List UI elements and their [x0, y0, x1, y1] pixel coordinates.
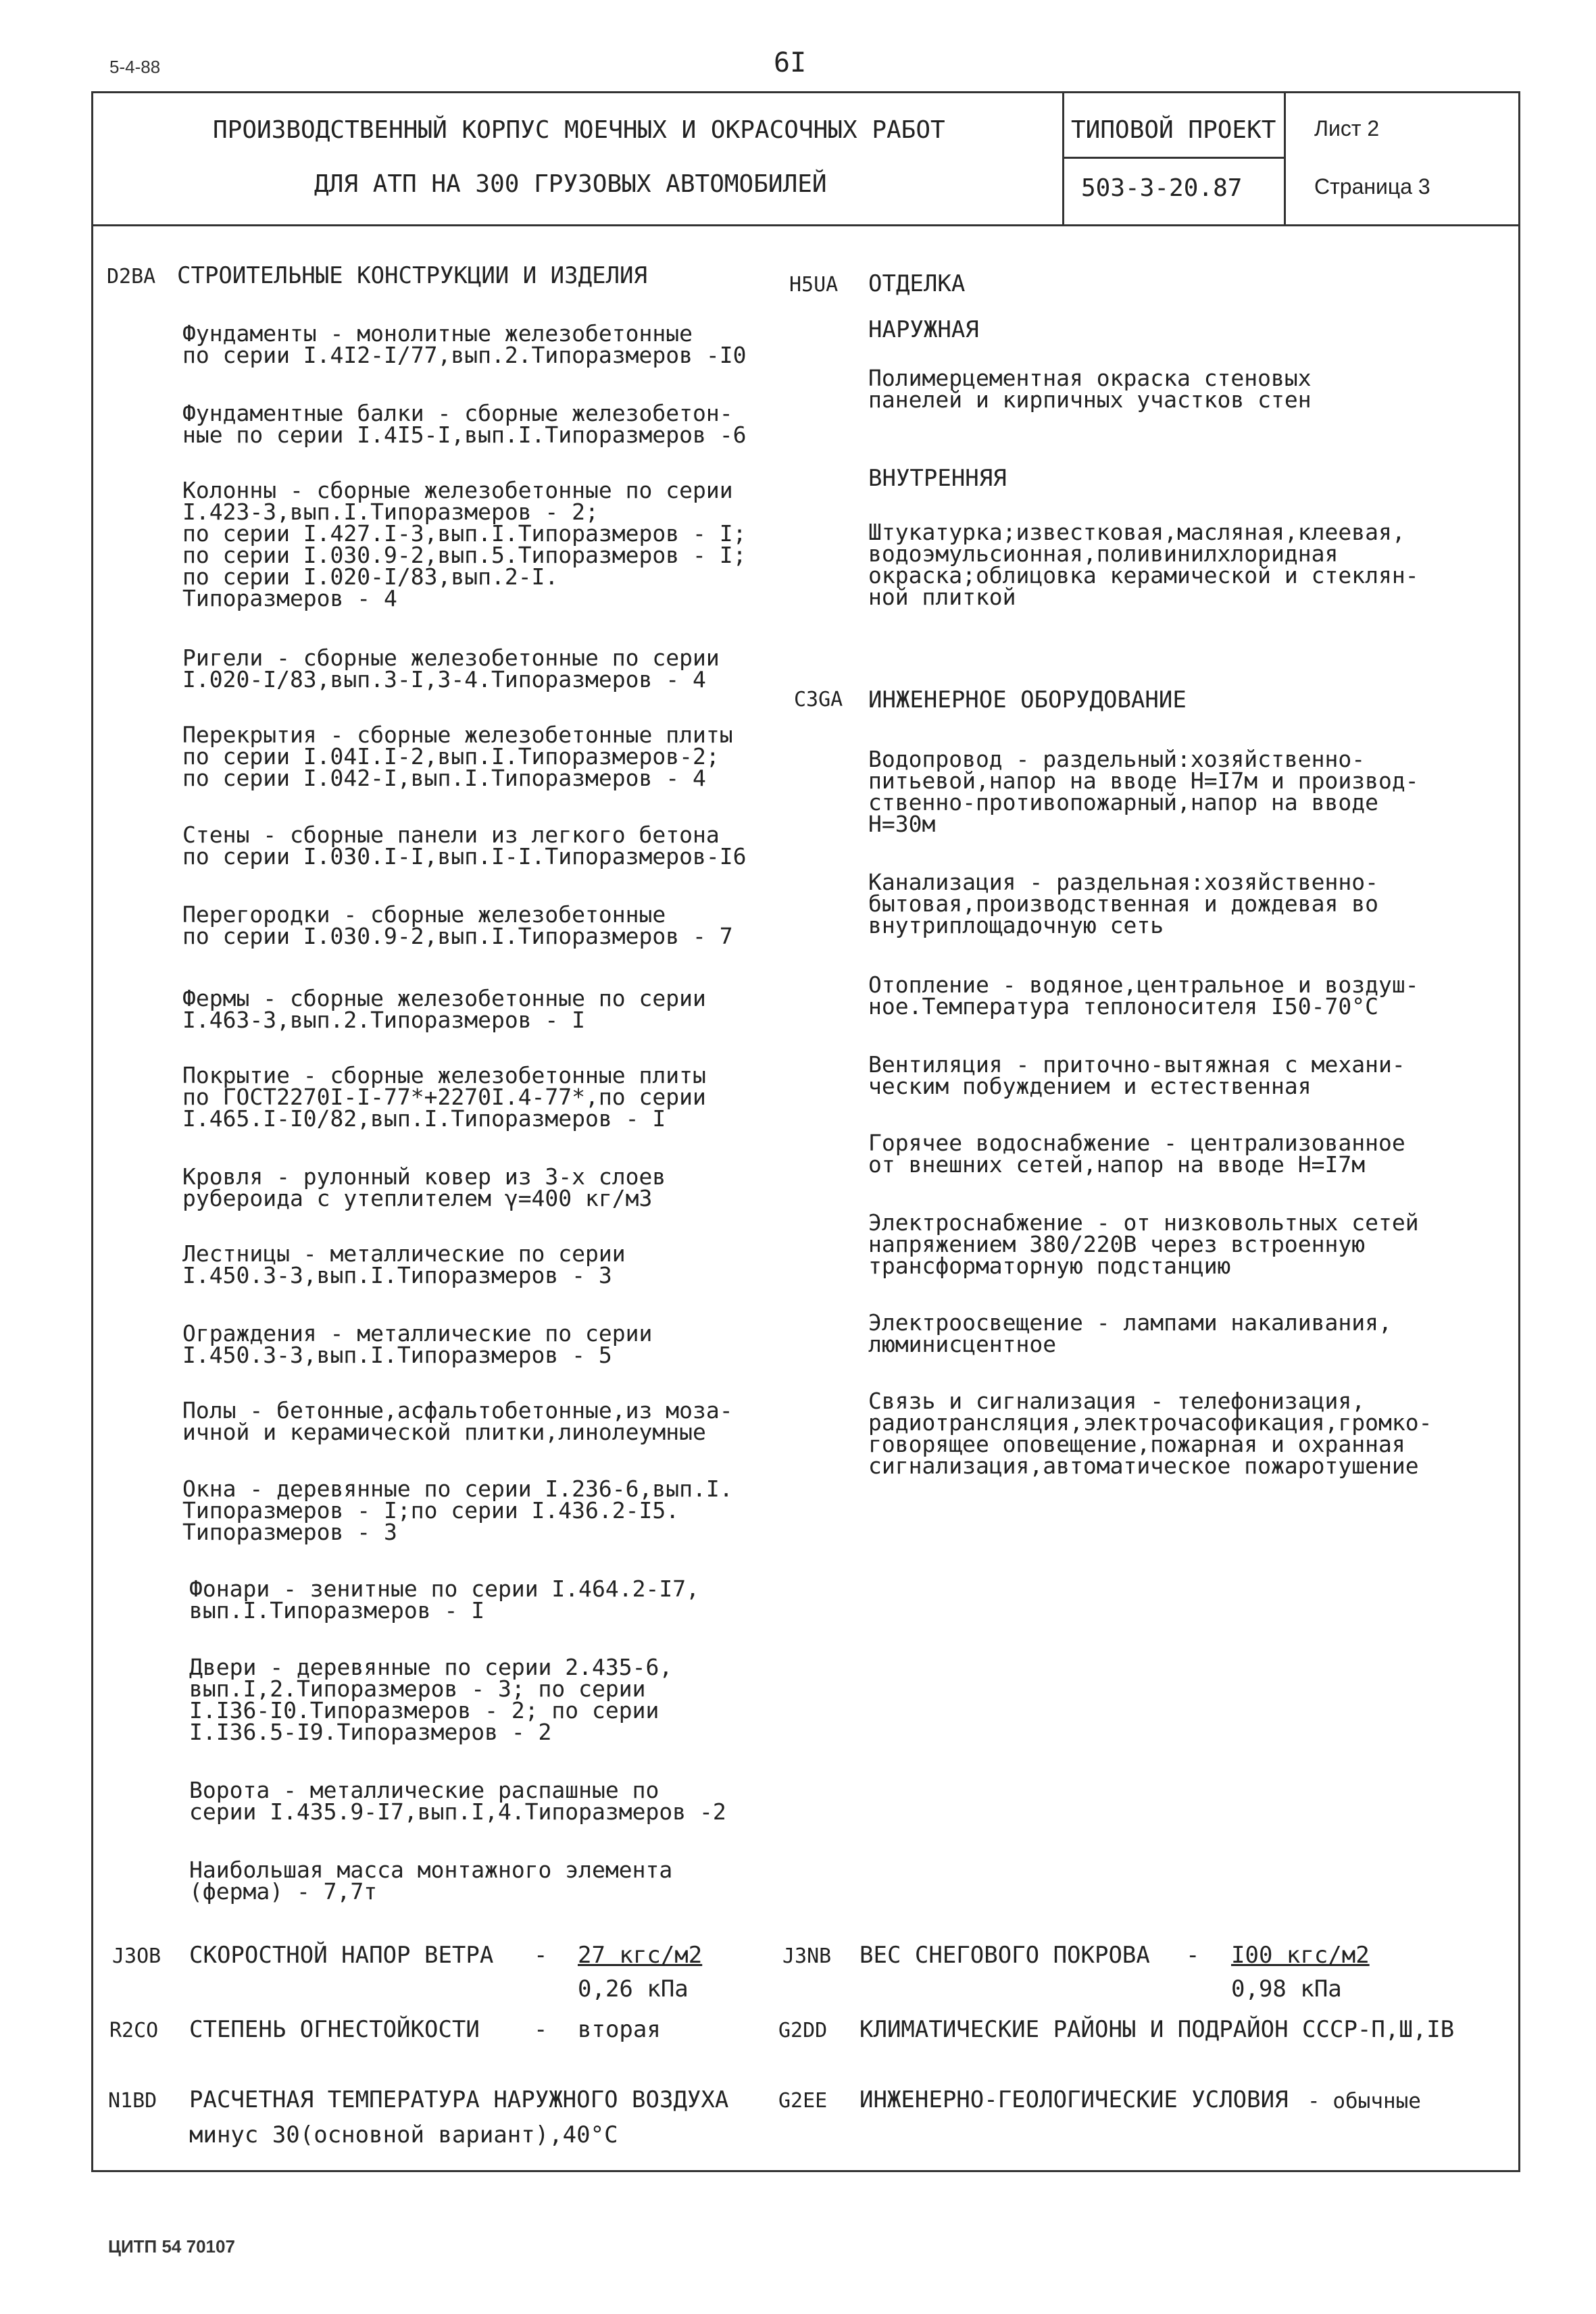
subsection-inner: ВНУТРЕННЯЯ [868, 465, 1007, 492]
section-title-finish: ОТДЕЛКА [868, 270, 966, 297]
inner-finish-text: Штукатурка;известковая,масляная,клеевая, водоэмульсионная,поливинилхлоридная окраска;облицовка керамической и стеклян- ной плиткой [868, 519, 1419, 610]
list-item: Колонны - сборные железобетонные по серии I.423-3,вып.I.Типоразмеров - 2; по серии I.427.I-3,вып.I.Типоразмеров - I; по серии I.030.9-2,вып.5.Типоразмеров - I; по серии I.020-I/83,вып.2-I. Типоразмеров - 4 [182, 477, 747, 611]
list-item: Вентиляция - приточно-вытяжная с механи- ческим побуждением и естественная [868, 1051, 1405, 1099]
title-line-1: ПРОИЗВОДСТВЕННЫЙ КОРПУС МОЕЧНЫХ И ОКРАСОЧНЫХ РАБОТ [213, 116, 945, 144]
header-hline [1062, 157, 1284, 159]
subsection-outer: НАРУЖНАЯ [868, 316, 979, 343]
footer-code: ЦИТП 54 70107 [108, 2236, 235, 2257]
list-item: Наибольшая масса монтажного элемента (ферма) - 7,7т [189, 1857, 673, 1905]
wind-label: СКОРОСТНОЙ НАПОР ВЕТРА [189, 1942, 494, 1969]
section-code-finish: H5UA [789, 273, 839, 297]
list-item: Отопление - водяное,центральное и воздуш- ное.Температура теплоносителя I50-70°С [868, 972, 1419, 1020]
title-line-2: ДЛЯ АТП НА 300 ГРУЗОВЫХ АВТОМОБИЛЕЙ [314, 170, 827, 198]
list-item: Канализация - раздельная:хозяйственно- бытовая,производственная и дождевая во внутриплощадочную сеть [868, 869, 1378, 938]
list-item: Фермы - сборные железобетонные по серии I.463-3,вып.2.Типоразмеров - I [182, 985, 706, 1033]
project-label: ТИПОВОЙ ПРОЕКТ [1071, 116, 1276, 144]
temp-code: N1BD [108, 2089, 157, 2113]
list-item: Перегородки - сборные железобетонные по серии I.030.9-2,вып.I.Типоразмеров - 7 [182, 901, 733, 949]
list-item: Двери - деревянные по серии 2.435-6, вып.I,2.Типоразмеров - 3; по серии I.I36-I0.Типоразмеров - 2; по серии I.I36.5-I9.Типоразмеров - 2 [189, 1654, 673, 1745]
list-item: Покрытие - сборные железобетонные плиты по ГОСТ2270I-I-77*+2270I.4-77*,по серии I.465.I-I0/82,вып.I.Типоразмеров - I [182, 1062, 706, 1132]
snow-dash: - [1186, 1942, 1200, 1969]
wind-dash: - [534, 1942, 548, 1969]
snow-label: ВЕС СНЕГОВОГО ПОКРОВА [859, 1942, 1150, 1969]
geo-code: G2EE [778, 2089, 828, 2113]
snow-code: J3NB [782, 1944, 832, 1968]
list-item: Полы - бетонные,асфальтобетонные,из моза- ичной и керамической плитки,линолеумные [182, 1397, 733, 1445]
list-item: Электроосвещение - лампами накаливания, люминисцентное [868, 1309, 1392, 1357]
sheet-number: Лист 2 [1314, 116, 1380, 141]
list-item: Фундаментные балки - сборные железобетон- ные по серии I.4I5-I,вып.I.Типоразмеров -6 [182, 400, 747, 448]
outer-finish-text: Полимерцементная окраска стеновых панелей и кирпичных участков стен [868, 365, 1312, 413]
doc-code: 5-4-88 [109, 57, 161, 77]
wind-value: 27 кгс/м2 [578, 1942, 703, 1969]
list-item: Фонари - зенитные по серии I.464.2-I7, вып.I.Типоразмеров - I [189, 1576, 699, 1624]
list-item: Фундаменты - монолитные железобетонные по серии I.4I2-I/77,вып.2.Типоразмеров -I0 [182, 320, 747, 368]
page-number: 6I [774, 47, 807, 78]
list-item: Ворота - металлические распашные по серии I.435.9-I7,вып.I,4.Типоразмеров -2 [189, 1777, 726, 1825]
geo-label: ИНЖЕНЕРНО-ГЕОЛОГИЧЕСКИЕ УСЛОВИЯ [859, 2086, 1289, 2113]
list-item: Электроснабжение - от низковольтных сетей напряжением 380/220В через встроенную трансформаторную подстанцию [868, 1209, 1419, 1279]
header-divider-2 [1284, 91, 1286, 226]
list-item: Кровля - рулонный ковер из 3-х слоев рубероида с утеплителем γ=400 кг/м3 [182, 1163, 666, 1211]
list-item: Связь и сигнализация - телефонизация, радиотрансляция,электрочасофикация,громко- говорящее оповещение,пожарная и охранная сигнализация,автоматическое пожаротушение [868, 1388, 1432, 1479]
page-label: Страница 3 [1314, 174, 1430, 199]
fire-label: СТЕПЕНЬ ОГНЕСТОЙКОСТИ [189, 2016, 480, 2043]
temp-label: РАСЧЕТНАЯ ТЕМПЕРАТУРА НАРУЖНОГО ВОЗДУХА [189, 2086, 729, 2113]
list-item: Лестницы - металлические по серии I.450.3-3,вып.I.Типоразмеров - 3 [182, 1240, 626, 1288]
snow-value-kpa: 0,98 кПа [1231, 1976, 1342, 2003]
section-title-engineering: ИНЖЕНЕРНОЕ ОБОРУДОВАНИЕ [868, 686, 1187, 713]
list-item: Водопровод - раздельный:хозяйственно- питьевой,напор на вводе Н=I7м и производ- ственно-противопожарный,напор на вводе Н=30м [868, 746, 1419, 837]
header-divider-1 [1062, 91, 1064, 226]
wind-value-kpa: 0,26 кПа [578, 1976, 689, 2003]
list-item: Окна - деревянные по серии I.236-6,вып.I. Типоразмеров - I;по серии I.436.2-I5. Типоразмеров - 3 [182, 1476, 733, 1545]
climate-text: КЛИМАТИЧЕСКИЕ РАЙОНЫ И ПОДРАЙОН СССР-П,Ш,IВ [859, 2016, 1455, 2043]
section-code-engineering: C3GA [794, 688, 843, 711]
list-item: Ограждения - металлические по серии I.450.3-3,вып.I.Типоразмеров - 5 [182, 1320, 653, 1368]
list-item: Перекрытия - сборные железобетонные плиты по серии I.04I.I-2,вып.I.Типоразмеров-2; по серии I.042-I,вып.I.Типоразмеров - 4 [182, 722, 733, 791]
fire-code: R2CO [109, 2019, 159, 2042]
list-item: Горячее водоснабжение - централизованное от внешних сетей,напор на вводе Н=I7м [868, 1130, 1405, 1178]
list-item: Ригели - сборные железобетонные по серии I.020-I/83,вып.3-I,3-4.Типоразмеров - 4 [182, 645, 720, 693]
title-block [91, 91, 1520, 226]
wind-code: J3OB [112, 1944, 161, 1968]
list-item: Стены - сборные панели из легкого бетона по серии I.030.I-I,вып.I-I.Типоразмеров-I6 [182, 822, 747, 870]
section-code-structures: D2BA [107, 265, 156, 288]
climate-code: G2DD [778, 2019, 828, 2042]
temp-value: минус 30(основной вариант),40°С [189, 2121, 618, 2148]
geo-value: - обычные [1307, 2089, 1421, 2113]
fire-value: вторая [578, 2016, 661, 2043]
snow-value: I00 кгс/м2 [1231, 1942, 1370, 1969]
section-title-structures: СТРОИТЕЛЬНЫЕ КОНСТРУКЦИИ И ИЗДЕЛИЯ [177, 262, 647, 289]
project-number: 503-3-20.87 [1081, 174, 1243, 202]
fire-dash: - [534, 2016, 548, 2043]
